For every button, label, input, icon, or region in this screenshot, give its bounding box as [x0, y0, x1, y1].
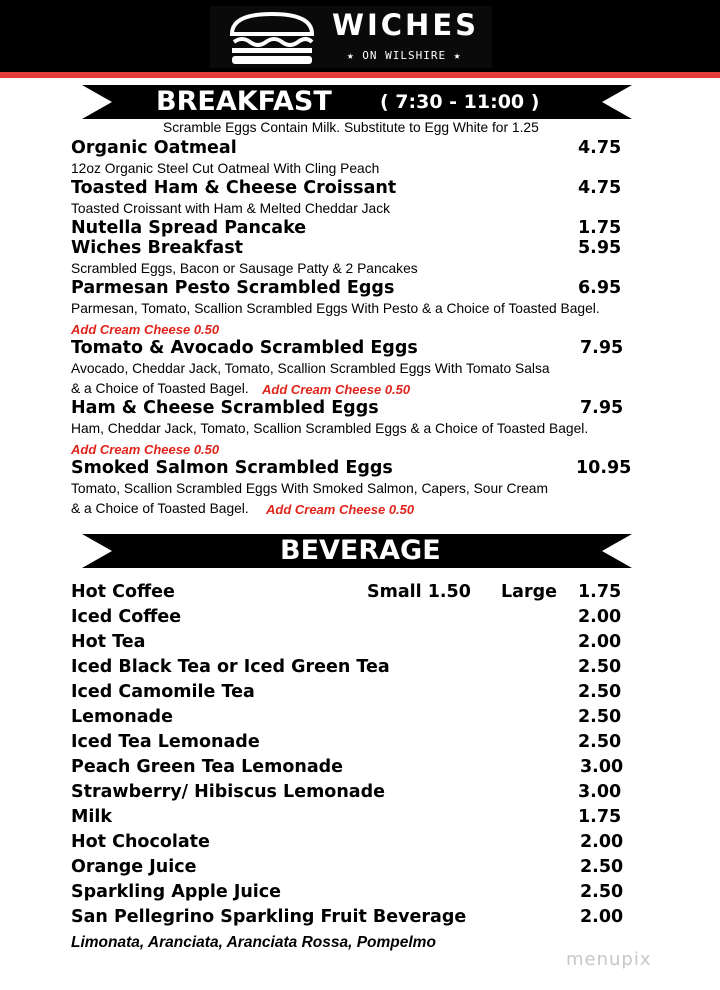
watermark: menupix [566, 949, 652, 970]
beverage-name: Lemonade [71, 707, 173, 727]
menu-item-desc: & a Choice of Toasted Bagel. [71, 501, 249, 516]
beverage-name: Hot Tea [71, 632, 146, 652]
beverage-name: Hot Chocolate [71, 832, 210, 852]
beverage-price: 2.00 [578, 607, 622, 627]
breakfast-title: BREAKFAST [156, 86, 332, 117]
menu-item-price: 6.95 [578, 278, 622, 298]
menu-item-name: Organic Oatmeal [71, 138, 237, 158]
beverage-name: Strawberry/ Hibiscus Lemonade [71, 782, 385, 802]
menu-item-price: 1.75 [578, 218, 622, 238]
logo [210, 6, 492, 68]
addon-label: Add Cream Cheese 0.50 [262, 382, 411, 397]
beverage-banner [82, 534, 632, 568]
menu-item-name: Wiches Breakfast [71, 238, 244, 258]
beverage-price: 3.00 [580, 757, 624, 777]
beverage-price: 2.50 [580, 857, 624, 877]
beverage-price: 2.00 [580, 907, 624, 927]
breakfast-banner [82, 85, 632, 119]
addon-label: Add Cream Cheese 0.50 [71, 322, 220, 337]
beverage-price: 2.50 [578, 657, 622, 677]
menu-item-name: Parmesan Pesto Scrambled Eggs [71, 278, 395, 298]
menu-item-price: 7.95 [580, 398, 624, 418]
beverage-name: Sparkling Apple Juice [71, 882, 282, 902]
beverage-name: Iced Black Tea or Iced Green Tea [71, 657, 390, 677]
sandwich-icon [226, 10, 318, 66]
menu-item-price: 4.75 [578, 178, 622, 198]
beverage-name: Iced Camomile Tea [71, 682, 255, 702]
addon-label: Add Cream Cheese 0.50 [71, 442, 220, 457]
beverage-price: 2.50 [578, 732, 622, 752]
menu-item-name: Toasted Ham & Cheese Croissant [71, 178, 397, 198]
menu-item-price: 10.95 [576, 458, 632, 478]
beverage-name: San Pellegrino Sparkling Fruit Beverage [71, 907, 467, 927]
beverage-name: Iced Coffee [71, 607, 182, 627]
addon-label: Add Cream Cheese 0.50 [266, 502, 415, 517]
beverage-large-price: 1.75 [578, 582, 622, 602]
beverage-name: Orange Juice [71, 857, 197, 877]
beverage-price: 2.00 [578, 632, 622, 652]
beverage-price: 2.50 [578, 707, 622, 727]
menu-item-price: 5.95 [578, 238, 622, 258]
beverage-price: 3.00 [578, 782, 622, 802]
beverage-price: 2.50 [580, 882, 624, 902]
menu-item-desc: Scrambled Eggs, Bacon or Sausage Patty & 2 Pancakes [71, 261, 418, 276]
beverage-title: BEVERAGE [280, 535, 441, 566]
menu-item-price: 7.95 [580, 338, 624, 358]
menu-item-name: Smoked Salmon Scrambled Eggs [71, 458, 393, 478]
menu-item-desc: Avocado, Cheddar Jack, Tomato, Scallion Scrambled Eggs With Tomato Salsa [71, 361, 550, 376]
menu-item-desc: Tomato, Scallion Scrambled Eggs With Smoked Salmon, Capers, Sour Cream [71, 481, 548, 496]
menu-item-price: 4.75 [578, 138, 622, 158]
beverage-small-price: Small 1.50 [367, 582, 471, 602]
beverage-price: 2.00 [580, 832, 624, 852]
menu-item-desc: Parmesan, Tomato, Scallion Scrambled Eggs With Pesto & a Choice of Toasted Bagel. [71, 301, 600, 316]
breakfast-hours: ( 7:30 - 11:00 ) [380, 91, 540, 113]
menu-item-desc: & a Choice of Toasted Bagel. [71, 381, 249, 396]
header-accent-line [0, 72, 720, 78]
beverage-price: 1.75 [578, 807, 622, 827]
beverage-name: Hot Coffee [71, 582, 175, 602]
menu-item-desc: Toasted Croissant with Ham & Melted Cheddar Jack [71, 201, 390, 216]
menu-item-desc: 12oz Organic Steel Cut Oatmeal With Cling Peach [71, 161, 380, 176]
beverage-name: Peach Green Tea Lemonade [71, 757, 344, 777]
menu-item-name: Tomato & Avocado Scrambled Eggs [71, 338, 418, 358]
menu-item-desc: Ham, Cheddar Jack, Tomato, Scallion Scrambled Eggs & a Choice of Toasted Bagel. [71, 421, 589, 436]
beverage-flavors-note: Limonata, Aranciata, Aranciata Rossa, Pompelmo [71, 934, 436, 951]
menu-item-name: Nutella Spread Pancake [71, 218, 307, 238]
beverage-price: 2.50 [578, 682, 622, 702]
brand-subtitle: ★ ON WILSHIRE ★ [347, 49, 462, 62]
beverage-large-label: Large [501, 582, 557, 602]
breakfast-note: Scramble Eggs Contain Milk. Substitute to Egg White for 1.25 [163, 120, 539, 135]
brand-name: WICHES [332, 8, 480, 42]
beverage-name: Milk [71, 807, 113, 827]
beverage-name: Iced Tea Lemonade [71, 732, 260, 752]
menu-item-name: Ham & Cheese Scrambled Eggs [71, 398, 379, 418]
